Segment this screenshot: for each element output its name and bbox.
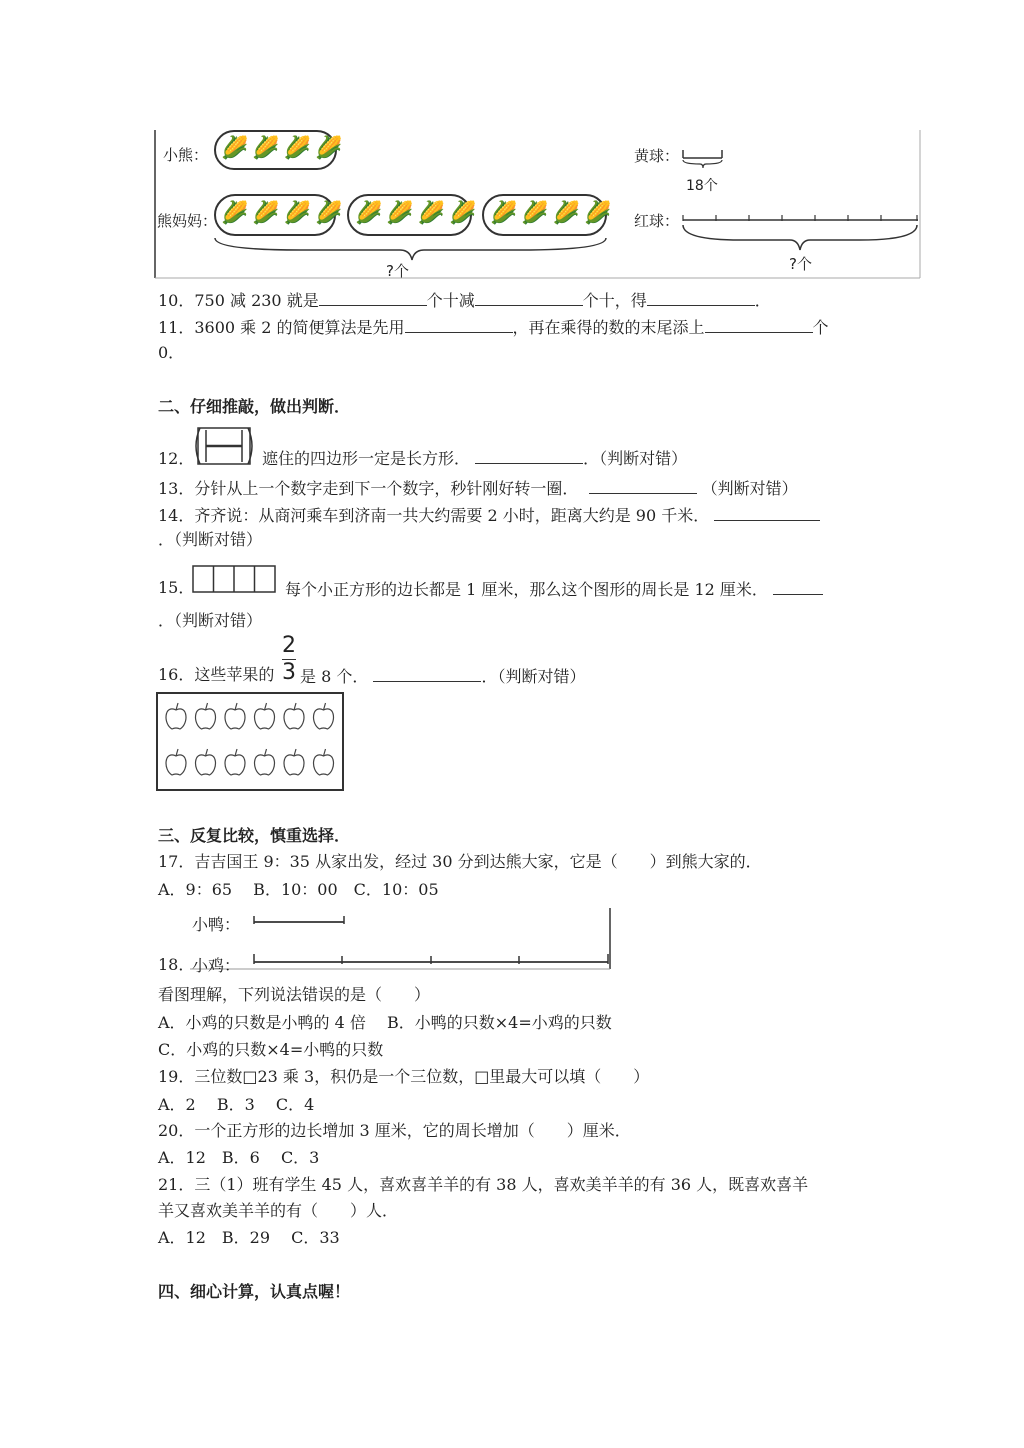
- top-figure-frame: [0, 0, 1024, 300]
- question-13: 13．分针从上一个数字走到下一个数字，秒针刚好转一圈． （判断对错）: [158, 479, 798, 498]
- question-12-num: 12．: [158, 449, 195, 468]
- question-19: 19．三位数□23 乘 3，积仍是一个三位数，□里最大可以填（ ）: [158, 1067, 650, 1086]
- apple-icon: [314, 749, 334, 775]
- apple-icon: [225, 749, 245, 775]
- fraction-numerator: 2: [282, 633, 296, 658]
- question-14: 14．齐齐说：从商河乘车到济南一共大约需要 2 小时，距离大约是 90 千米．: [158, 504, 820, 526]
- section-3-title: 三、反复比较，慎重选择．: [158, 826, 351, 845]
- chick-label: 小鸡：: [192, 956, 241, 975]
- answer-blank[interactable]: [647, 289, 755, 306]
- question-21-cont: 羊又喜欢美羊羊的有（ ）人．: [158, 1201, 399, 1220]
- question-18-options-ab[interactable]: A．小鸡的只数是小鸭的 4 倍 B．小鸭的只数×4=小鸡的只数: [158, 1013, 612, 1032]
- red-brace: [683, 225, 917, 250]
- fraction: [282, 634, 296, 685]
- yellow-label: 黄球：: [634, 147, 680, 165]
- mother-brace: [215, 238, 606, 260]
- question-12: 遮住的四边形一定是长方形． ．（判断对错）: [262, 449, 688, 468]
- question-17-options[interactable]: A．9：65 B．10：00 C．10：05: [158, 880, 439, 899]
- corn-icons-mother-1: 🌽🌽🌽🌽: [221, 201, 347, 226]
- duck-label: 小鸭：: [192, 915, 241, 934]
- question-17: 17．吉吉国王 9：35 从家出发，经过 30 分到达熊大家，它是（ ）到熊大家的．: [158, 852, 762, 871]
- apple-icon: [255, 749, 275, 775]
- fraction-denominator: 3: [282, 660, 296, 685]
- question-18-option-c[interactable]: C．小鸡的只数×4=小鸭的只数: [158, 1040, 384, 1059]
- question-15-cont: ．（判断对错）: [158, 611, 263, 630]
- apple-icon: [255, 703, 275, 729]
- apple-icon: [225, 703, 245, 729]
- apple-icon: [196, 749, 216, 775]
- question-18-num: 18．: [158, 955, 195, 974]
- answer-blank[interactable]: [373, 665, 481, 682]
- answer-blank[interactable]: [475, 289, 583, 306]
- bear-label: 小熊：: [163, 146, 209, 164]
- apple-icon: [166, 749, 186, 775]
- answer-blank[interactable]: [319, 289, 427, 306]
- question-16: 16．这些苹果的: [158, 665, 275, 684]
- section-4-title: 四、细心计算，认真点喔！: [158, 1282, 351, 1301]
- four-squares-icon: [192, 565, 278, 595]
- red-label: 红球：: [634, 212, 680, 230]
- question-11-cont: 0．: [158, 343, 185, 362]
- red-question: ?个: [789, 255, 812, 273]
- question-16-rest: 是 8 个． ．（判断对错）: [300, 667, 586, 686]
- answer-blank[interactable]: [705, 316, 813, 333]
- corn-icons-mother-2: 🌽🌽🌽🌽: [355, 201, 481, 226]
- answer-blank[interactable]: [714, 504, 820, 521]
- question-15: 每个小正方形的边长都是 1 厘米，那么这个图形的周长是 12 厘米．: [285, 578, 823, 600]
- question-19-options[interactable]: A．2 B．3 C．4: [158, 1095, 315, 1114]
- answer-blank[interactable]: [405, 316, 513, 333]
- question-15-num: 15．: [158, 578, 195, 597]
- duck-chick-diagram: [180, 906, 620, 972]
- question-20: 20．一个正方形的边长增加 3 厘米，它的周长增加（ ）厘米．: [158, 1121, 631, 1140]
- question-14-cont: ．（判断对错）: [158, 530, 263, 549]
- question-21-options[interactable]: A．12 B．29 C．33: [158, 1228, 340, 1247]
- apple-icon: [284, 703, 304, 729]
- corn-icons-bear: 🌽🌽🌽🌽: [221, 136, 347, 161]
- apple-icon: [314, 703, 334, 729]
- question-10: 10．750 减 230 就是 个十减 个十，得 ．: [158, 291, 771, 310]
- apple-icon: [284, 749, 304, 775]
- yellow-brace: [683, 160, 722, 168]
- section-2-title: 二、仔细推敲，做出判断．: [158, 397, 351, 416]
- answer-blank[interactable]: [475, 447, 583, 464]
- question-20-options[interactable]: A．12 B．6 C．3: [158, 1148, 320, 1167]
- question-18: 看图理解，下列说法错误的是（ ）: [158, 985, 431, 1004]
- corn-icons-mother-3: 🌽🌽🌽🌽: [490, 201, 616, 226]
- question-21: 21．三（1）班有学生 45 人，喜欢喜羊羊的有 38 人，喜欢美羊羊的有 36 人，既喜欢喜羊: [158, 1175, 809, 1194]
- apple-grid: [156, 692, 346, 792]
- covered-shape-icon: [192, 426, 256, 466]
- answer-blank[interactable]: [589, 477, 697, 494]
- apple-icon: [166, 703, 186, 729]
- mother-question: ?个: [386, 262, 409, 280]
- answer-blank[interactable]: [773, 578, 823, 595]
- question-11: 11．3600 乘 2 的简便算法是先用 ，再在乘得的数的末尾添上 个: [158, 318, 829, 337]
- apple-icon: [196, 703, 216, 729]
- yellow-count: 18个: [686, 178, 718, 194]
- mother-label: 熊妈妈：: [157, 212, 218, 230]
